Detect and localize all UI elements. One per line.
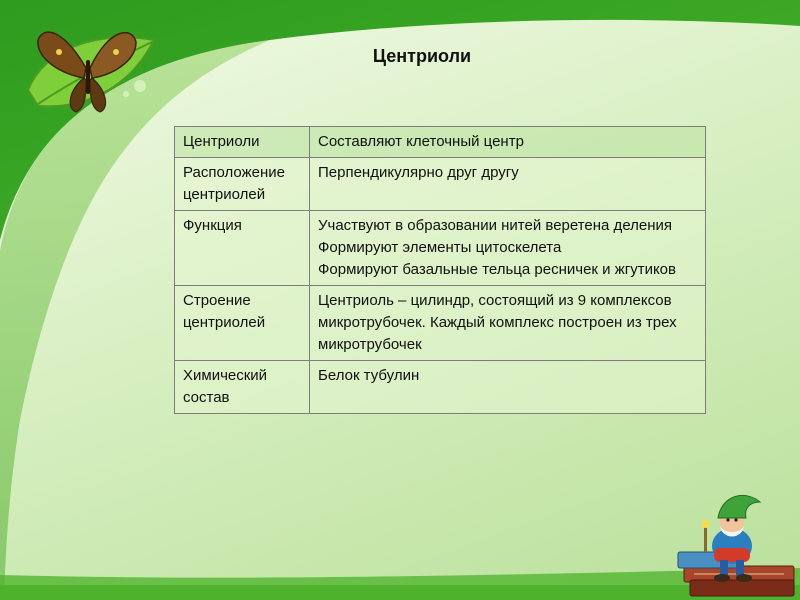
- row-value-line: Центриоль – цилиндр, состоящий из 9 комплексов микротрубочек. Каждый комплекс построен из трех микротрубочек: [318, 292, 677, 353]
- row-value-line: Формируют базальные тельца ресничек и жгутиков: [318, 261, 676, 278]
- info-table: [174, 126, 706, 414]
- row-value-line: Формируют элементы цитоскелета: [318, 239, 562, 256]
- row-label: Центриоли: [175, 127, 310, 158]
- slide-title: Центриоли: [372, 46, 472, 66]
- row-value: [310, 158, 706, 211]
- row-value: [310, 286, 706, 361]
- row-label: Функция: [175, 211, 310, 286]
- row-label: Расположение центриолей: [175, 158, 310, 211]
- row-label: Строение центриолей: [175, 286, 310, 361]
- row-value-line: Участвуют в образовании нитей веретена деления: [318, 217, 673, 234]
- table-row: [175, 127, 706, 158]
- row-label: Химический состав: [175, 361, 310, 414]
- row-value-line: Перпендикулярно друг другу: [318, 164, 519, 181]
- gnome-on-books-icon: [664, 488, 798, 598]
- row-value: [310, 361, 706, 414]
- table-row: [175, 361, 706, 414]
- butterfly-on-leaf-icon: [14, 20, 164, 115]
- row-value: [310, 127, 706, 158]
- row-value-line: Составляют клеточный центр: [318, 133, 524, 150]
- table-row: [175, 158, 706, 211]
- row-value-line: Белок тубулин: [318, 367, 420, 384]
- table-row: [175, 211, 706, 286]
- table-row: [175, 286, 706, 361]
- row-value: [310, 211, 706, 286]
